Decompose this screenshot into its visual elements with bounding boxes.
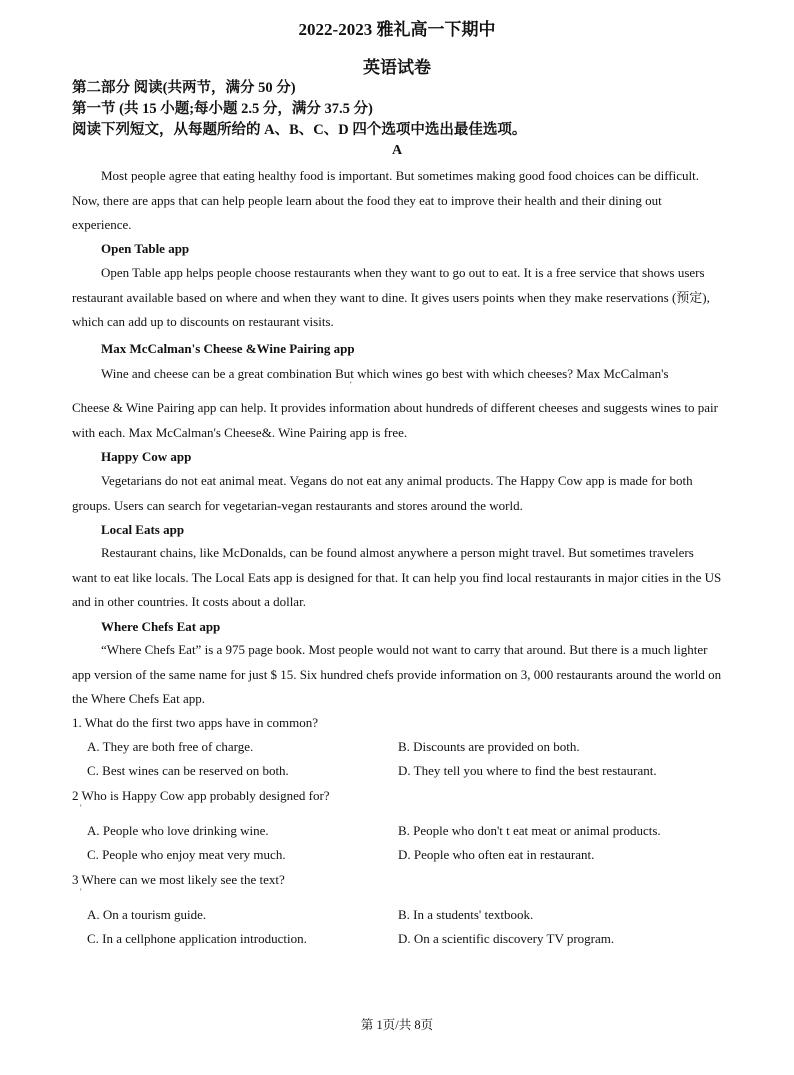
stray-mark: ' [350, 380, 352, 390]
question-3-option-a: A. On a tourism guide. [87, 907, 207, 922]
question-3-stem: 3 Where can we most likely see the text? [72, 872, 285, 887]
question-2-option-b: B. People who don't t eat meat or animal products. [398, 823, 661, 838]
question-1-option-a: A. They are both free of charge. [87, 739, 254, 754]
app-text-happy-cow: Vegetarians do not eat animal meat. Vegans do not eat any animal products. The Happy Cow app is made for both groups. Users can search for vegetarian-vegan restaurants and stores around the world. [72, 473, 693, 513]
app-text-cheese-wine-line1: Wine and cheese can be a great combination But which wines go best with which cheeses? Max McCalman's [101, 366, 669, 381]
exam-subtitle: 英语试卷 [363, 58, 431, 77]
question-2-option-d: D. People who often eat in restaurant. [398, 847, 595, 862]
section-heading: 第二部分 阅读(共两节，满分 50 分) [72, 80, 296, 96]
stray-mark: ' [80, 887, 82, 897]
app-heading-happy-cow: Happy Cow app [101, 449, 192, 464]
question-3-option-c: C. In a cellphone application introduction. [87, 931, 307, 946]
exam-title: 2022-2023 雅礼高一下期中 [298, 20, 496, 39]
app-text-open-table: Open Table app helps people choose restaurants when they want to go out to eat. It is a free service that shows users restaurant available based on where and when they want to dine. It gives users points when they make reservations (预定), which can add up to discounts on restaurant visits. [72, 265, 710, 329]
page-footer: 第 1页/共 8页 [360, 1018, 434, 1032]
question-2-stem: 2 Who is Happy Cow app probably designed for? [72, 788, 330, 803]
question-2-option-a: A. People who love drinking wine. [87, 823, 269, 838]
question-3-option-b: B. In a students' textbook. [398, 907, 534, 922]
instruction-text: 阅读下列短文，从每题所给的 A、B、C、D 四个选项中选出最佳选项。 [72, 122, 527, 138]
question-3-option-d: D. On a scientific discovery TV program. [398, 931, 615, 946]
app-heading-open-table: Open Table app [101, 241, 190, 256]
question-1-option-c: C. Best wines can be reserved on both. [87, 763, 289, 778]
question-1-option-b: B. Discounts are provided on both. [398, 739, 580, 754]
part-heading: 第一节 (共 15 小题;每小题 2.5 分，满分 37.5 分) [72, 101, 373, 117]
app-heading-local-eats: Local Eats app [101, 522, 185, 537]
stray-mark: ' [80, 803, 82, 813]
passage-intro: Most people agree that eating healthy food is important. But sometimes making good food choices can be difficult. Now, there are apps that can help people learn about the food they eat to improve their health and their dining out experience. [72, 168, 699, 232]
question-2-option-c: C. People who enjoy meat very much. [87, 847, 286, 862]
app-heading-where-chefs-eat: Where Chefs Eat app [101, 619, 221, 634]
question-1-option-d: D. They tell you where to find the best restaurant. [398, 763, 657, 778]
passage-label: A [391, 143, 403, 158]
app-text-cheese-wine: Cheese & Wine Pairing app can help. It provides information about hundreds of different cheeses and suggests wines to pair with each. Max McCalman's Cheese&. Wine Pairing app is free. [72, 400, 718, 440]
question-1-stem: 1. What do the first two apps have in common? [72, 715, 318, 730]
app-text-local-eats: Restaurant chains, like McDonalds, can be found almost anywhere a person might travel. But sometimes travelers want to eat like locals. The Local Eats app is designed for that. It can help you find local restaurants in major cities in the US and in other countries. It costs about a dollar. [72, 545, 722, 609]
app-text-where-chefs-eat: “Where Chefs Eat” is a 975 page book. Most people would not want to carry that around. But there is a much lighter app version of the same name for just $ 15. Six hundred chefs provide information on 3, 000 restaurants around the world on the Where Chefs Eat app. [72, 642, 722, 706]
app-heading-cheese-wine: Max McCalman's Cheese &Wine Pairing app [101, 341, 355, 356]
